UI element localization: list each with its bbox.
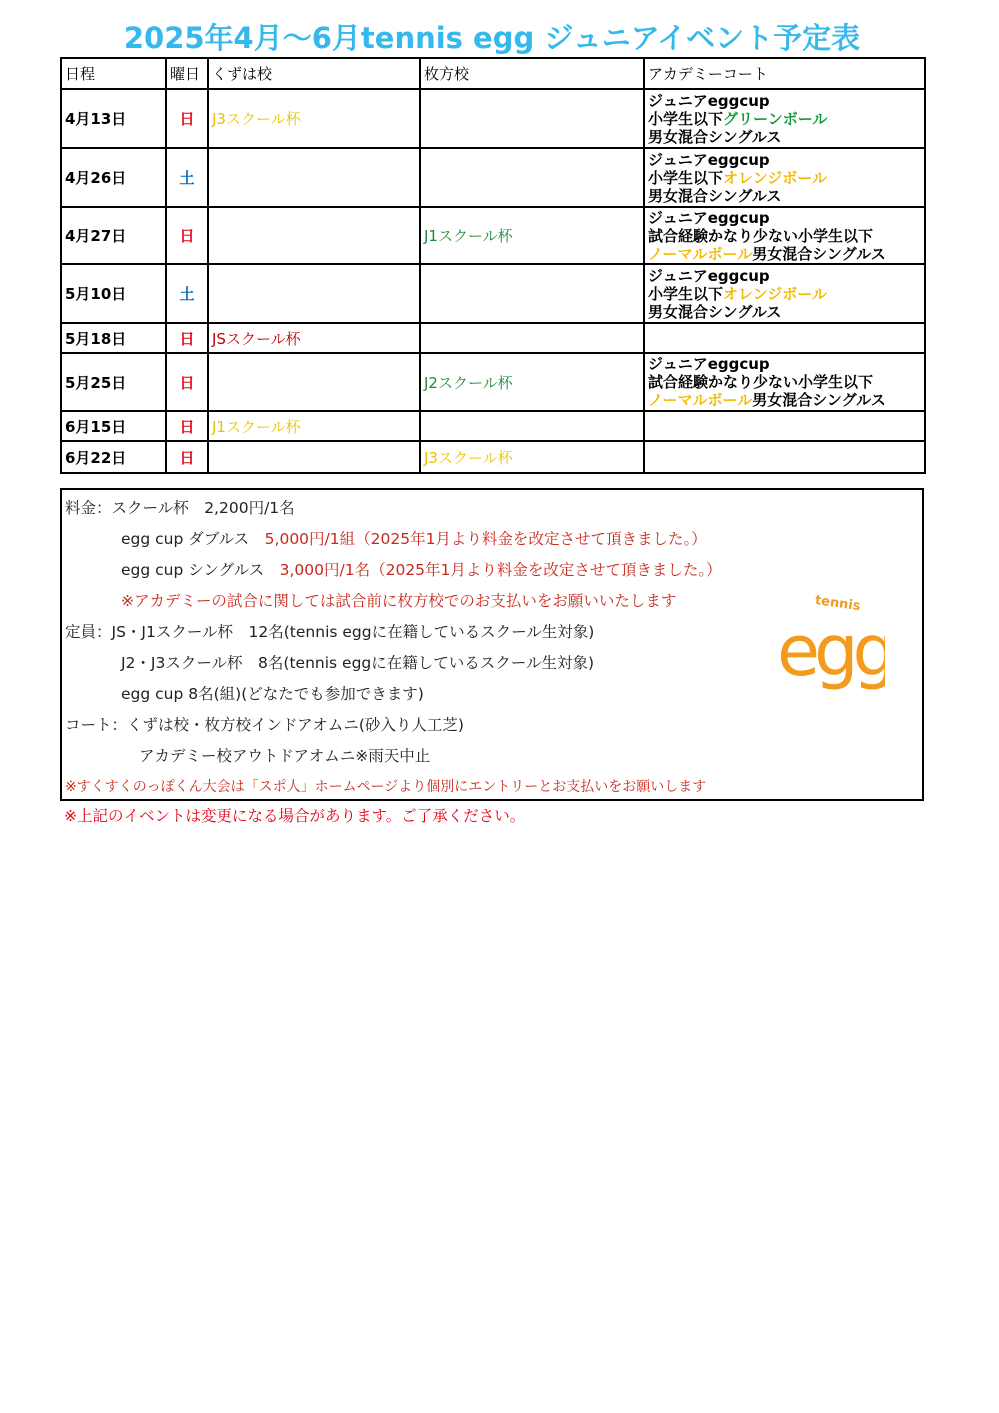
day-cell: 日: [166, 441, 208, 473]
academy-text: 小学生以下: [648, 168, 724, 187]
fee-singles-label: egg cup シングルス: [121, 561, 280, 579]
kuzuha-cell: JSスクール杯: [208, 323, 420, 353]
hirakata-cell: [420, 411, 644, 441]
date-cell: 5月25日: [61, 353, 166, 411]
academy-cell: [644, 264, 925, 323]
academy-cell: [644, 207, 925, 264]
fee-doubles-label: egg cup ダブルス: [121, 530, 265, 548]
header-day: 曜日: [166, 58, 208, 89]
kuzuha-cell: [208, 264, 420, 323]
academy-line-3: 男女混合シングルス: [648, 127, 782, 146]
academy-line-3: [648, 391, 921, 409]
hirakata-cell: [420, 323, 644, 353]
fee-line: 料金：スクール杯 2,200円/1名: [65, 499, 295, 517]
academy-line-2: [648, 169, 921, 187]
fee-note: ※アカデミーの試合に関しては試合前に枚方校でのお支払いをお願いいたします: [121, 592, 677, 610]
day-cell: 土: [166, 264, 208, 323]
hirakata-cell: J1スクール杯: [420, 207, 644, 264]
academy-cell: [644, 411, 925, 441]
academy-line-3: 男女混合シングルス: [648, 302, 782, 321]
academy-cell: [644, 89, 925, 148]
fee-doubles-price: 5,000円/1組（2025年1月より料金を改定させて頂きました。）: [264, 530, 707, 548]
date-cell: 4月13日: [61, 89, 166, 148]
date-cell: 5月18日: [61, 323, 166, 353]
footnote: ※上記のイベントは変更になる場合があります。ご了承ください。: [64, 807, 526, 825]
entry-note: ※すくすくのっぽくん大会は「スポ人」ホームページより個別にエントリーとお支払いをお願いします: [65, 779, 707, 795]
day-cell: 日: [166, 323, 208, 353]
ball-type: グリーンボール: [723, 109, 828, 128]
academy-text: 小学生以下: [648, 284, 724, 303]
fee-singles-price: 3,000円/1名（2025年1月より料金を改定させて頂きました。）: [279, 561, 722, 579]
date-cell: 4月26日: [61, 148, 166, 207]
academy-line-1: ジュニアeggcup: [648, 208, 770, 227]
academy-cell: [644, 323, 925, 353]
academy-cell: [644, 353, 925, 411]
page-title: 2025年4月～6月tennis egg ジュニアイベント予定表: [123, 21, 861, 55]
day-cell: 日: [166, 207, 208, 264]
ball-type: オレンジボール: [723, 284, 827, 303]
date-cell: 5月10日: [61, 264, 166, 323]
academy-line-3: [648, 245, 921, 263]
academy-cell: [644, 441, 925, 473]
capacity-line-2: J2・J3スクール杯 8名(tennis eggに在籍しているスクール生対象): [121, 654, 594, 672]
academy-line-2: 試合経験かなり少ない小学生以下: [648, 373, 874, 391]
academy-line-1: ジュニアeggcup: [648, 266, 770, 285]
table-row: [61, 207, 925, 264]
table-row: [61, 89, 925, 148]
table-row: [61, 353, 925, 411]
court-line-1: コート：くずは校・枚方校インドアオムニ(砂入り人工芝): [65, 716, 464, 734]
day-cell: 日: [166, 89, 208, 148]
table-header-row: [61, 58, 925, 89]
day-cell: 土: [166, 148, 208, 207]
table-row: [61, 441, 925, 473]
academy-line-1: ジュニアeggcup: [648, 355, 770, 373]
header-date: 日程: [61, 58, 166, 89]
ball-type: オレンジボール: [723, 168, 827, 187]
ball-type: ノーマルボール: [648, 391, 753, 409]
header-hirakata: 枚方校: [420, 58, 644, 89]
academy-line-1: ジュニアeggcup: [648, 91, 770, 110]
academy-line-2: 試合経験かなり少ない小学生以下: [648, 226, 874, 245]
header-kuzuha: くずは校: [208, 58, 420, 89]
day-cell: 日: [166, 411, 208, 441]
date-cell: 6月22日: [61, 441, 166, 473]
table-row: [61, 148, 925, 207]
date-cell: 6月15日: [61, 411, 166, 441]
tennis-egg-logo: [775, 590, 885, 690]
header-academy: アカデミーコート: [644, 58, 925, 89]
academy-text: 小学生以下: [648, 109, 724, 128]
capacity-line-3: egg cup 8名(組)(どなたでも参加できます): [121, 685, 424, 703]
fee-singles-line: [121, 558, 722, 580]
table-row: [61, 411, 925, 441]
capacity-line-1: 定員：JS・J1スクール杯 12名(tennis eggに在籍しているスクール生対象): [65, 623, 595, 641]
kuzuha-cell: [208, 148, 420, 207]
hirakata-cell: J2スクール杯: [420, 353, 644, 411]
kuzuha-cell: J3スクール杯: [208, 89, 420, 148]
court-line-2: アカデミー校アウトドアオムニ※雨天中止: [139, 747, 431, 765]
logo-egg-text: egg: [777, 610, 885, 690]
academy-line-2: [648, 110, 921, 128]
schedule-table: [60, 57, 926, 474]
kuzuha-cell: J1スクール杯: [208, 411, 420, 441]
hirakata-cell: [420, 148, 644, 207]
hirakata-cell: [420, 89, 644, 148]
kuzuha-cell: [208, 353, 420, 411]
logo-tennis-text: tennis: [814, 592, 862, 615]
table-row: [61, 323, 925, 353]
hirakata-cell: J3スクール杯: [420, 441, 644, 473]
ball-type: ノーマルボール: [648, 244, 753, 263]
fee-doubles-line: [121, 527, 707, 549]
day-cell: 日: [166, 353, 208, 411]
academy-line-1: ジュニアeggcup: [648, 150, 770, 169]
egg-logo-icon: [775, 590, 885, 690]
kuzuha-cell: [208, 441, 420, 473]
date-cell: 4月27日: [61, 207, 166, 264]
academy-text: 男女混合シングルス: [752, 244, 886, 263]
academy-line-3: 男女混合シングルス: [648, 186, 782, 205]
academy-cell: [644, 148, 925, 207]
academy-line-2: [648, 285, 921, 303]
academy-text: 男女混合シングルス: [752, 391, 886, 409]
table-row: [61, 264, 925, 323]
kuzuha-cell: [208, 207, 420, 264]
hirakata-cell: [420, 264, 644, 323]
